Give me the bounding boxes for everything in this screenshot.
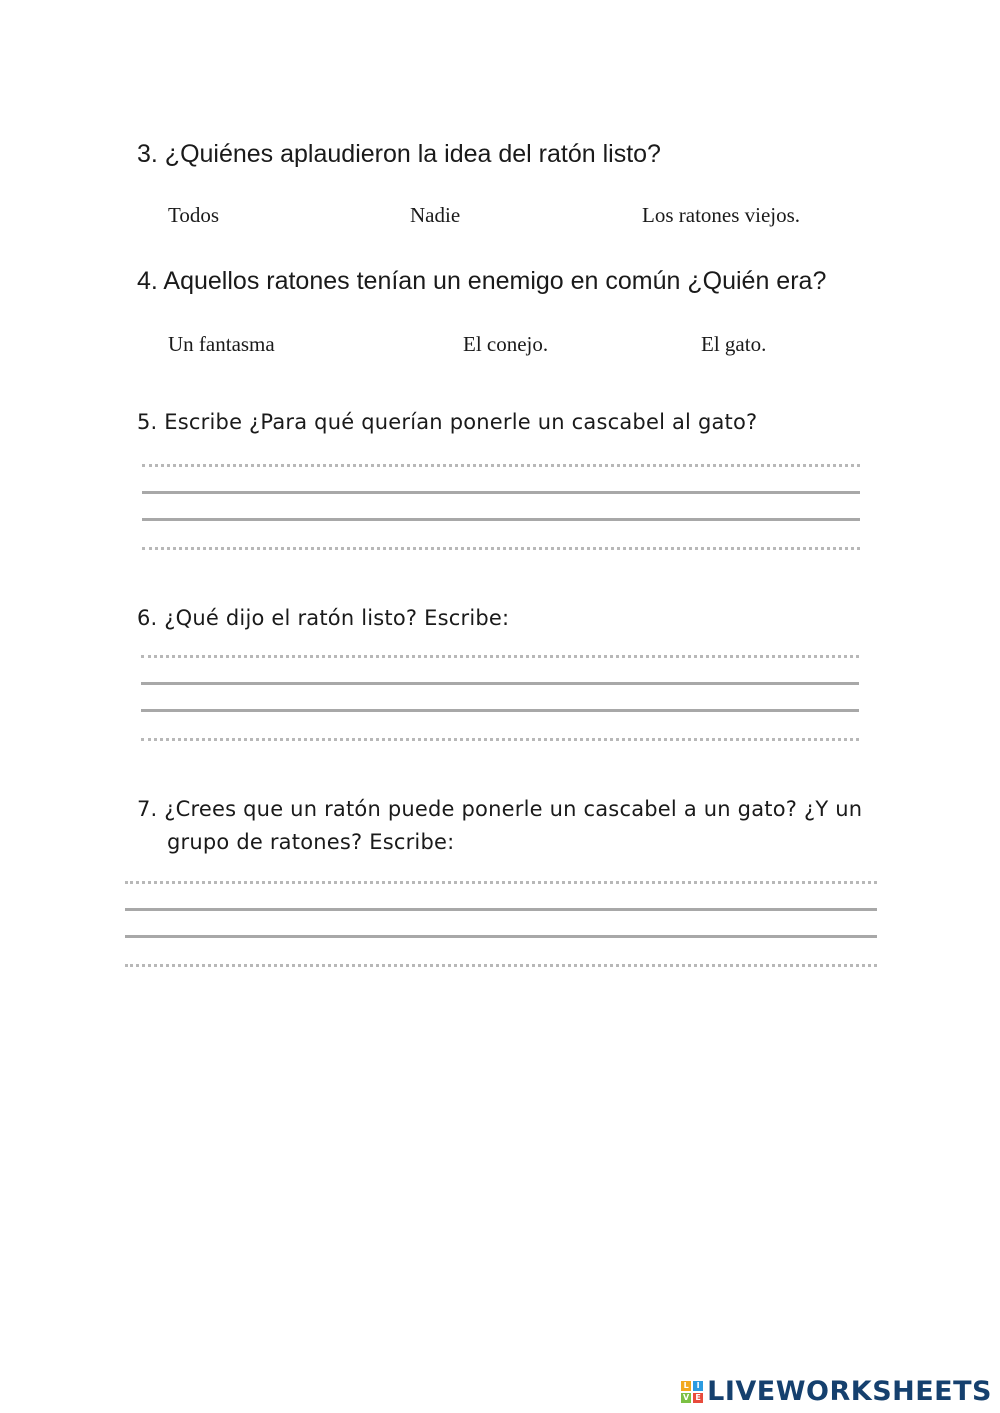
- logo-cell: E: [693, 1393, 703, 1403]
- brand-name: LIVEWORKSHEETS: [707, 1376, 992, 1407]
- writing-line-dotted: [125, 881, 877, 884]
- writing-line-dotted: [141, 655, 859, 658]
- answer-area-q5[interactable]: [142, 460, 862, 555]
- option-q4-gato[interactable]: El gato.: [701, 332, 767, 356]
- writing-line-dotted: [125, 964, 877, 967]
- writing-line: [142, 491, 860, 494]
- logo-icon: [681, 1381, 703, 1403]
- writing-line: [125, 935, 877, 938]
- writing-line-dotted: [141, 738, 859, 741]
- question-7-line-1: 7. ¿Crees que un ratón puede ponerle un cascabel a un gato? ¿Y un: [137, 797, 863, 821]
- liveworksheets-logo: [681, 1376, 992, 1407]
- writing-line: [125, 908, 877, 911]
- logo-cell: V: [683, 1392, 690, 1402]
- option-q3-ratones-viejos[interactable]: Los ratones viejos.: [642, 203, 801, 227]
- answer-area-q7[interactable]: [125, 877, 880, 972]
- option-q3-nadie[interactable]: Nadie: [410, 203, 461, 227]
- logo-cell: I: [693, 1381, 703, 1391]
- writing-line-dotted: [142, 464, 860, 467]
- question-3: 3. ¿Quiénes aplaudieron la idea del ratón listo?: [137, 140, 661, 168]
- writing-line-dotted: [142, 547, 860, 550]
- option-q4-fantasma[interactable]: Un fantasma: [168, 332, 275, 356]
- writing-line: [141, 709, 859, 712]
- question-4: 4. Aquellos ratones tenían un enemigo en común ¿Quién era?: [137, 267, 827, 295]
- question-6: 6. ¿Qué dijo el ratón listo? Escribe:: [137, 606, 510, 630]
- answer-area-q6[interactable]: [141, 651, 861, 746]
- logo-cell: L: [681, 1381, 691, 1391]
- writing-line: [141, 682, 859, 685]
- writing-line: [142, 518, 860, 521]
- option-q3-todos[interactable]: Todos: [168, 203, 220, 227]
- question-5: 5. Escribe ¿Para qué querían ponerle un cascabel al gato?: [137, 410, 758, 434]
- question-7-line-2: grupo de ratones? Escribe:: [167, 830, 455, 854]
- option-q4-conejo[interactable]: El conejo.: [463, 332, 549, 356]
